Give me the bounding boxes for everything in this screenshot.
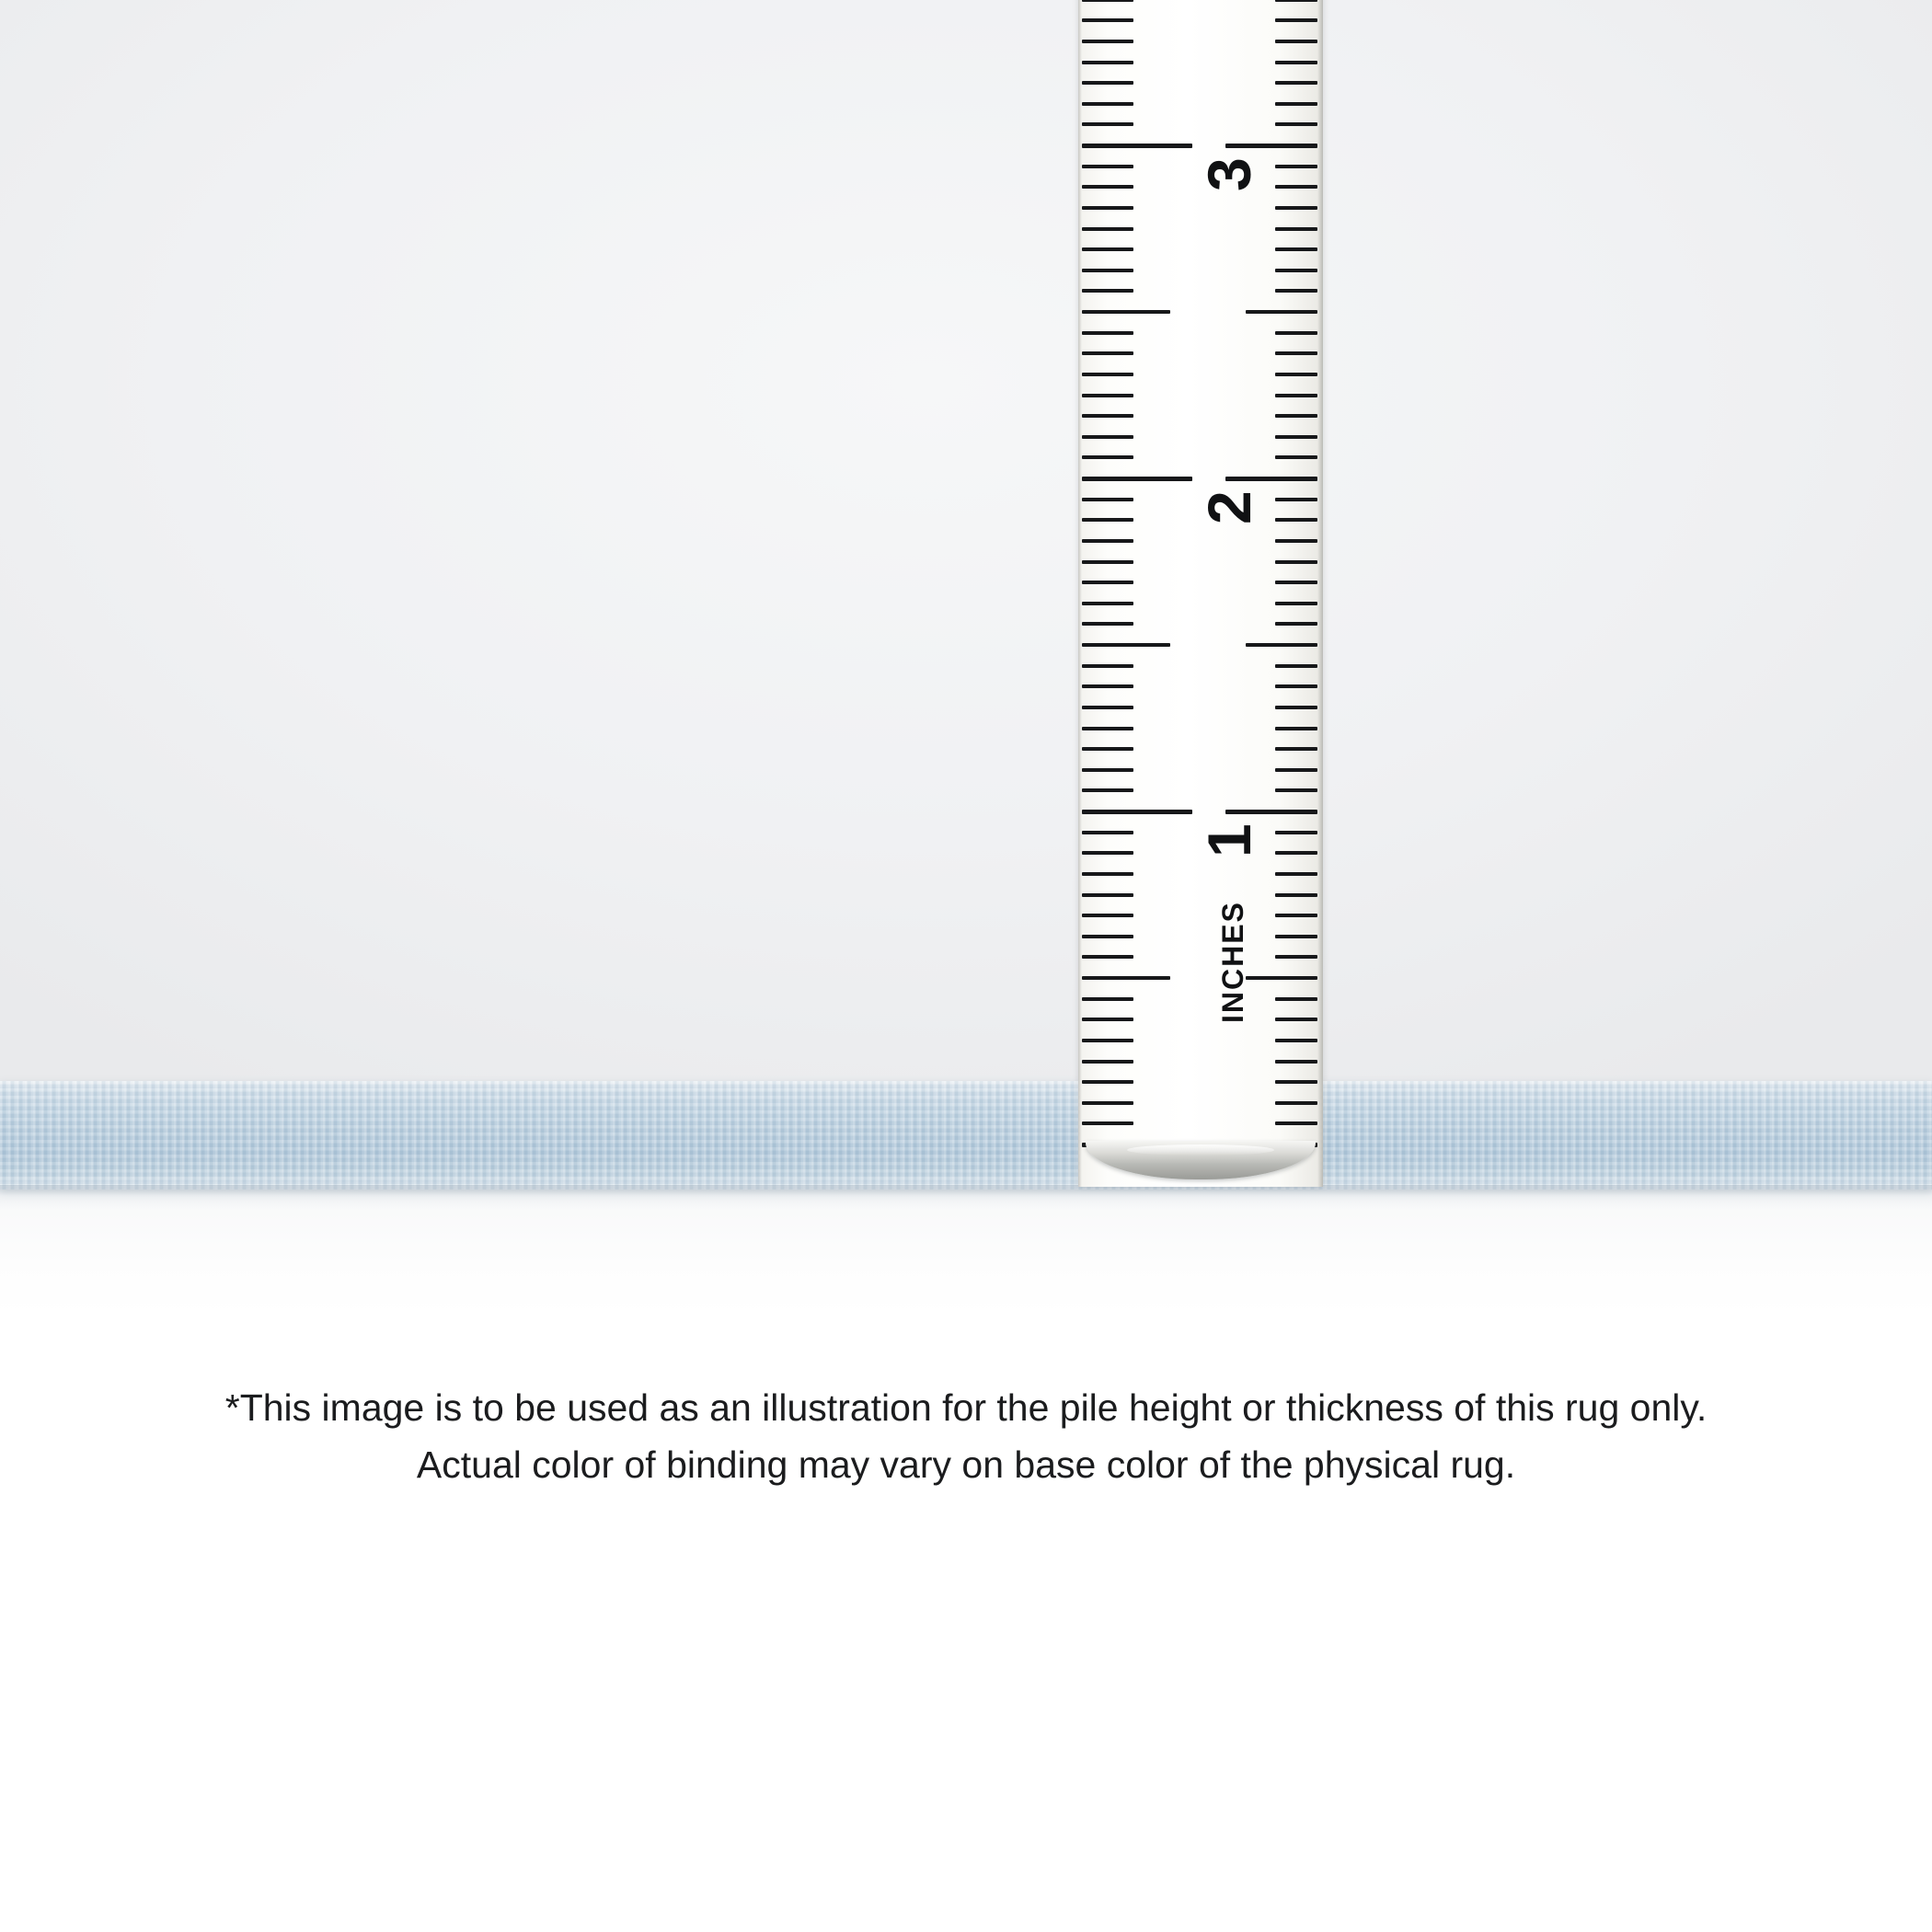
ruler-tick — [1275, 872, 1317, 876]
ruler-tick — [1275, 706, 1317, 709]
ruler-tick — [1082, 768, 1133, 772]
ruler-tick — [1275, 788, 1317, 792]
ruler-tick — [1275, 539, 1317, 543]
ruler-tick — [1275, 602, 1317, 605]
ruler-tick — [1275, 351, 1317, 355]
ruler-tick — [1082, 81, 1133, 85]
ruler-tick — [1082, 706, 1133, 709]
ruler-tick — [1246, 643, 1317, 647]
ruler-tick — [1082, 1101, 1133, 1105]
ruler-tick — [1082, 788, 1133, 792]
ruler-tick — [1082, 477, 1192, 481]
disclaimer-caption — [0, 1380, 1932, 1493]
ruler-tick — [1082, 165, 1133, 168]
ruler-tick — [1275, 747, 1317, 751]
ruler-tick — [1082, 643, 1170, 647]
ruler-tick — [1082, 310, 1170, 314]
ruler-number-3: 3 — [1195, 157, 1263, 191]
ruler-tick — [1082, 831, 1133, 834]
caption-line-2: Actual color of binding may vary on base color of the physical rug. — [416, 1443, 1516, 1486]
ruler-tick — [1275, 518, 1317, 522]
ruler-tick — [1275, 560, 1317, 564]
ruler-tick — [1082, 18, 1133, 22]
ruler-tick — [1275, 227, 1317, 231]
ruler-tick — [1225, 477, 1317, 481]
ruler-tick — [1275, 935, 1317, 938]
ruler-tick — [1275, 1018, 1317, 1021]
measuring-ruler — [1078, 0, 1323, 1187]
ruler-left-edge — [1078, 0, 1082, 1187]
ruler-tick — [1082, 872, 1133, 876]
ruler-tick — [1082, 976, 1170, 980]
ruler-tick — [1082, 684, 1133, 688]
ruler-tick — [1082, 560, 1133, 564]
ruler-tick — [1082, 185, 1133, 189]
ruler-tick — [1082, 122, 1133, 126]
ruler-tick — [1275, 768, 1317, 772]
ruler-tick — [1275, 914, 1317, 917]
ruler-tick — [1275, 247, 1317, 251]
ruler-tick — [1275, 414, 1317, 418]
ruler-tick — [1275, 997, 1317, 1001]
ruler-number-1: 1 — [1195, 823, 1263, 857]
ruler-tick — [1082, 227, 1133, 231]
ruler-tick — [1275, 81, 1317, 85]
ruler-tick — [1275, 851, 1317, 855]
ruler-tick — [1082, 622, 1133, 626]
ruler-tick — [1275, 684, 1317, 688]
ruler-tick — [1275, 102, 1317, 106]
ruler-tick — [1082, 810, 1192, 814]
ruler-tick — [1082, 727, 1133, 730]
binding-weave-texture-secondary — [0, 1081, 1932, 1190]
ruler-tick — [1275, 435, 1317, 439]
ruler-tick — [1225, 144, 1317, 148]
ruler-tick — [1275, 165, 1317, 168]
ruler-tick — [1082, 851, 1133, 855]
ruler-tick — [1082, 144, 1192, 148]
ruler-tick — [1082, 351, 1133, 355]
ruler-unit-label: INCHES — [1216, 901, 1249, 1023]
ruler-tick — [1082, 1080, 1133, 1084]
ruler-tick — [1275, 893, 1317, 897]
ruler-tick — [1082, 247, 1133, 251]
ruler-tick — [1246, 976, 1317, 980]
ruler-tick — [1082, 747, 1133, 751]
ruler-tick — [1225, 810, 1317, 814]
ruler-tick — [1275, 206, 1317, 210]
ruler-tick — [1082, 414, 1133, 418]
ruler-number-2: 2 — [1195, 490, 1263, 524]
ruler-tick — [1082, 914, 1133, 917]
ruler-tick — [1275, 831, 1317, 834]
ruler-tick — [1082, 997, 1133, 1001]
ruler-tick — [1082, 1039, 1133, 1042]
ruler-tick — [1082, 1060, 1133, 1064]
ruler-tick — [1275, 373, 1317, 376]
ruler-tick — [1082, 935, 1133, 938]
ruler-tick — [1275, 1101, 1317, 1105]
ruler-tick — [1246, 310, 1317, 314]
ruler-tick — [1082, 955, 1133, 959]
ruler-tick — [1082, 61, 1133, 64]
rug-drop-shadow — [0, 1185, 1932, 1209]
ruler-tick — [1082, 498, 1133, 501]
ruler-tick — [1082, 206, 1133, 210]
ruler-tick — [1275, 1080, 1317, 1084]
ruler-tick — [1082, 455, 1133, 459]
ruler-tick — [1275, 1121, 1317, 1125]
ruler-tick — [1275, 455, 1317, 459]
ruler-tick — [1082, 269, 1133, 272]
ruler-tick — [1275, 1060, 1317, 1064]
ruler-tick — [1275, 269, 1317, 272]
ruler-tick — [1275, 727, 1317, 730]
ruler-tick — [1275, 122, 1317, 126]
ruler-tick — [1082, 581, 1133, 584]
ruler-right-edge — [1317, 0, 1323, 1187]
ruler-tick — [1082, 40, 1133, 43]
ruler-tick — [1275, 1039, 1317, 1042]
ruler-tick — [1275, 664, 1317, 668]
ruler-tick — [1275, 18, 1317, 22]
ruler-tick — [1275, 289, 1317, 293]
ruler-tick — [1275, 955, 1317, 959]
ruler-tick — [1275, 331, 1317, 335]
ruler-tick — [1082, 394, 1133, 397]
caption-line-1: *This image is to be used as an illustration for the pile height or thickness of this rug only. — [224, 1386, 1708, 1429]
ruler-tick — [1082, 435, 1133, 439]
ruler-tick — [1275, 622, 1317, 626]
ruler-tick — [1275, 0, 1317, 2]
ruler-tick — [1275, 498, 1317, 501]
rug-binding-edge — [0, 1081, 1932, 1190]
ruler-tick — [1082, 1121, 1133, 1125]
ruler-tick — [1082, 602, 1133, 605]
ruler-tick — [1275, 40, 1317, 43]
ruler-tick — [1082, 289, 1133, 293]
ruler-tick — [1082, 518, 1133, 522]
ruler-tick — [1082, 331, 1133, 335]
ruler-tick — [1275, 61, 1317, 64]
ruler-tick — [1082, 0, 1133, 2]
ruler-tick — [1275, 581, 1317, 584]
ruler-tick — [1082, 1018, 1133, 1021]
ruler-tick — [1275, 394, 1317, 397]
ruler-tick — [1082, 893, 1133, 897]
ruler-tick — [1082, 373, 1133, 376]
ruler-tick — [1082, 102, 1133, 106]
ruler-tick — [1082, 539, 1133, 543]
ruler-tip-highlight — [1127, 1144, 1274, 1156]
ruler-tick — [1275, 185, 1317, 189]
ruler-tick — [1082, 664, 1133, 668]
